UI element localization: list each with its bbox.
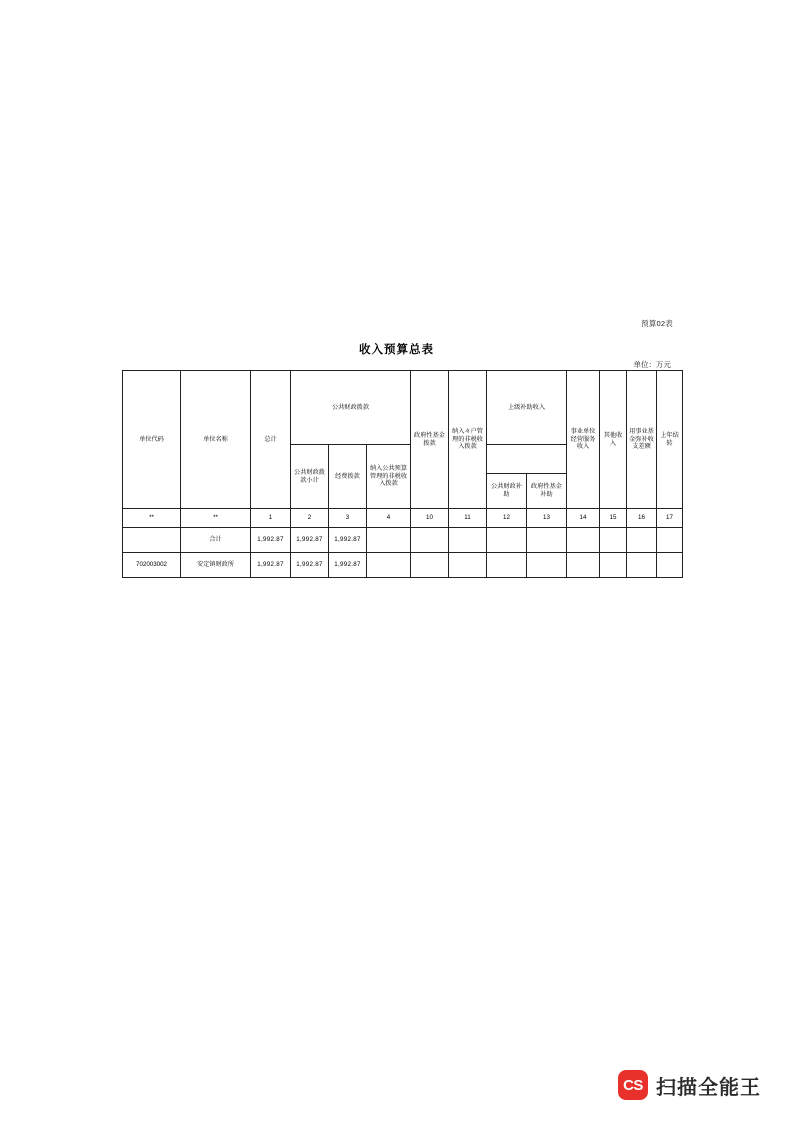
cell-unit-code: 702003002 bbox=[123, 553, 181, 578]
cell-operating-funds: 1,992.87 bbox=[329, 528, 367, 553]
num-cell: 2 bbox=[291, 509, 329, 528]
cell-included-in-public-budget bbox=[367, 528, 411, 553]
scanner-watermark bbox=[618, 1070, 761, 1100]
col-superior-subsidy-spacer bbox=[487, 445, 567, 474]
num-cell: 12 bbox=[487, 509, 527, 528]
cell-business-unit-income bbox=[567, 553, 600, 578]
unit-note: 单位：万元 bbox=[633, 360, 671, 369]
cell-superior-public-finance bbox=[487, 553, 527, 578]
cell-superior-gov-fund bbox=[527, 528, 567, 553]
num-cell: 11 bbox=[449, 509, 487, 528]
cell-unit-name: 合计 bbox=[181, 528, 251, 553]
num-cell: ** bbox=[181, 509, 251, 528]
cell-used-career-fund bbox=[627, 553, 657, 578]
cell-last-year-balance bbox=[657, 528, 683, 553]
table-row-numbers bbox=[123, 509, 683, 528]
watermark-label: 扫描全能王 bbox=[656, 1076, 761, 1099]
col-public-finance-sub: 公共财政拨款小计 bbox=[291, 445, 329, 509]
cell-superior-public-finance bbox=[487, 528, 527, 553]
col-last-year-balance: 上年结转 bbox=[657, 371, 683, 509]
num-cell: 14 bbox=[567, 509, 600, 528]
cell-total: 1,992.87 bbox=[251, 528, 291, 553]
form-number: 预算02表 bbox=[641, 319, 673, 328]
cell-other-income bbox=[600, 528, 627, 553]
cell-used-career-fund bbox=[627, 528, 657, 553]
col-superior-public-finance: 公共财政补助 bbox=[487, 474, 527, 509]
cell-public-finance-sub: 1,992.87 bbox=[291, 553, 329, 578]
num-cell: 16 bbox=[627, 509, 657, 528]
cell-other-income bbox=[600, 553, 627, 578]
camscanner-logo-icon: CS bbox=[618, 1070, 648, 1100]
col-group-public-finance: 公共财政拨款 bbox=[291, 371, 411, 445]
col-group-superior-subsidy: 上级补助收入 bbox=[487, 371, 567, 445]
table-header-row bbox=[123, 371, 683, 445]
cell-household-tax bbox=[449, 553, 487, 578]
num-cell: 17 bbox=[657, 509, 683, 528]
income-budget-table bbox=[122, 370, 683, 578]
col-other-income: 其他收入 bbox=[600, 371, 627, 509]
cell-superior-gov-fund bbox=[527, 553, 567, 578]
page-title: 收入预算总表 bbox=[359, 344, 434, 356]
num-cell: 1 bbox=[251, 509, 291, 528]
cell-household-tax bbox=[449, 528, 487, 553]
cell-gov-fund bbox=[411, 528, 449, 553]
col-unit-code: 单位代码 bbox=[123, 371, 181, 509]
col-total: 总计 bbox=[251, 371, 291, 509]
cell-unit-code bbox=[123, 528, 181, 553]
cell-last-year-balance bbox=[657, 553, 683, 578]
col-household-tax: 纳入々户管理的非税收入拨款 bbox=[449, 371, 487, 509]
col-unit-name: 单位名称 bbox=[181, 371, 251, 509]
cell-included-in-public-budget bbox=[367, 553, 411, 578]
col-used-career-fund: 用事业基金弥补收支差额 bbox=[627, 371, 657, 509]
table-row bbox=[123, 528, 683, 553]
num-cell: 3 bbox=[329, 509, 367, 528]
num-cell: ** bbox=[123, 509, 181, 528]
cell-operating-funds: 1,992.87 bbox=[329, 553, 367, 578]
num-cell: 4 bbox=[367, 509, 411, 528]
num-cell: 15 bbox=[600, 509, 627, 528]
col-gov-fund: 政府性基金拨款 bbox=[411, 371, 449, 509]
cell-total: 1,992.87 bbox=[251, 553, 291, 578]
num-cell: 10 bbox=[411, 509, 449, 528]
col-operating-funds: 经费拨款 bbox=[329, 445, 367, 509]
col-business-unit-income: 事业单位经营服务收入 bbox=[567, 371, 600, 509]
table-row bbox=[123, 553, 683, 578]
cell-unit-name: 安定镇财政所 bbox=[181, 553, 251, 578]
col-included-in-public-budget: 纳入公共预算管理的非税收入拨款 bbox=[367, 445, 411, 509]
cell-gov-fund bbox=[411, 553, 449, 578]
col-superior-gov-fund: 政府性基金补助 bbox=[527, 474, 567, 509]
num-cell: 13 bbox=[527, 509, 567, 528]
cell-public-finance-sub: 1,992.87 bbox=[291, 528, 329, 553]
cell-business-unit-income bbox=[567, 528, 600, 553]
